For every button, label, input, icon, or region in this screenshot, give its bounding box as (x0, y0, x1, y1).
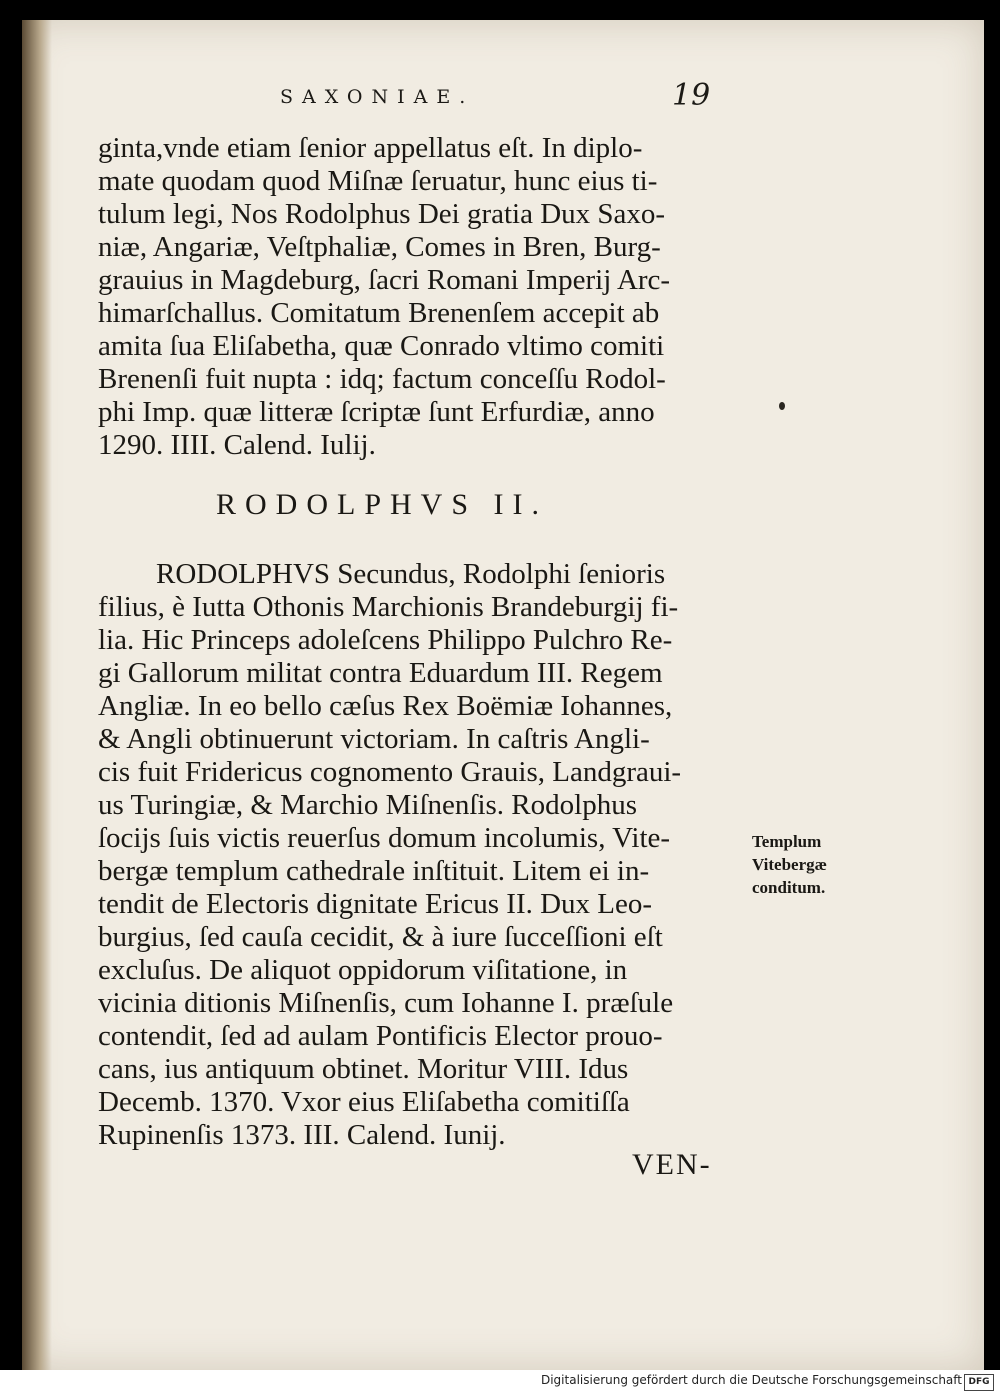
margin-note (752, 830, 827, 899)
text-line: niæ, Angariæ, Veſtphaliæ, Comes in Bren, Burg- (98, 231, 661, 263)
text-line: Decemb. 1370. Vxor eius Eliſabetha comitiſſa (98, 1086, 630, 1118)
text-line: Angliæ. In eo bello cæſus Rex Boëmiæ Iohannes, (98, 690, 673, 722)
paragraph-rodolphus-ii (98, 558, 738, 1152)
text-line: filius, è Iutta Othonis Marchionis Brandeburgij fi- (98, 591, 679, 623)
text-line: mate quodam quod Miſnæ ſeruatur, hunc eius ti- (98, 165, 658, 197)
text-line: excluſus. De aliquot oppidorum viſitatione, in (98, 954, 628, 986)
catchword: VEN- (632, 1148, 712, 1181)
text-line: contendit, ſed ad aulam Pontificis Elector prouo- (98, 1020, 663, 1052)
paragraph-continued (98, 132, 738, 462)
text-line: 1290. IIII. Calend. Iulij. (98, 429, 376, 461)
margin-note-line: conditum. (752, 878, 826, 897)
text-line: cis fuit Fridericus cognomento Grauis, Landgraui- (98, 756, 682, 788)
text-line: vicinia ditionis Miſnenſis, cum Iohanne I. præſule (98, 987, 674, 1019)
ink-blot (779, 402, 785, 410)
page-number: 19 (672, 78, 711, 113)
footer-bar (0, 1370, 1000, 1394)
margin-note-line: Vitebergæ (752, 855, 827, 874)
text-line: Rupinenſis 1373. III. Calend. Iunij. (98, 1119, 506, 1151)
text-line: lia. Hic Princeps adoleſcens Philippo Pulchro Re- (98, 624, 673, 656)
margin-note-line: Templum (752, 832, 822, 851)
text-line: bergæ templum cathedrale inſtituit. Litem ei in- (98, 855, 650, 887)
text-line: tulum legi, Nos Rodolphus Dei gratia Dux Saxo- (98, 198, 666, 230)
text-line: grauius in Magdeburg, ſacri Romani Imperij Arc- (98, 264, 671, 296)
text-line: Brenenſi fuit nupta : idq; factum conceſſu Rodol- (98, 363, 666, 395)
text-line: tendit de Electoris dignitate Ericus II. Dux Leo- (98, 888, 653, 920)
text-line: RODOLPHVS Secundus, Rodolphi ſenioris (98, 558, 666, 590)
text-line: phi Imp. quæ litteræ ſcriptæ ſunt Erfurdiæ, anno (98, 396, 655, 428)
funding-credit: Digitalisierung gefördert durch die Deutsche Forschungsgemeinschaft (540, 1373, 962, 1387)
text-line: burgius, ſed cauſa cecidit, & à iure ſucceſſioni eſt (98, 921, 663, 953)
text-line: us Turingiæ, & Marchio Miſnenſis. Rodolphus (98, 789, 637, 821)
text-line: ginta,vnde etiam ſenior appellatus eſt. In diplo- (98, 132, 643, 164)
text-line: amita ſua Eliſabetha, quæ Conrado vltimo comiti (98, 330, 665, 362)
running-head: SAXONIAE. (280, 86, 475, 108)
text-line: ſocijs ſuis victis reuerſus domum incolumis, Vite- (98, 822, 671, 854)
dfg-logo: DFG (964, 1374, 994, 1391)
text-line: & Angli obtinuerunt victoriam. In caſtris Angli- (98, 723, 650, 755)
text-line: himarſchallus. Comitatum Brenenſem accepit ab (98, 297, 660, 329)
text-line: cans, ius antiquum obtinet. Moritur VIII. Idus (98, 1053, 629, 1085)
text-line: gi Gallorum militat contra Eduardum III. Regem (98, 657, 663, 689)
section-heading: RODOLPHVS II. (216, 488, 549, 521)
page-spine-shadow (22, 20, 52, 1370)
